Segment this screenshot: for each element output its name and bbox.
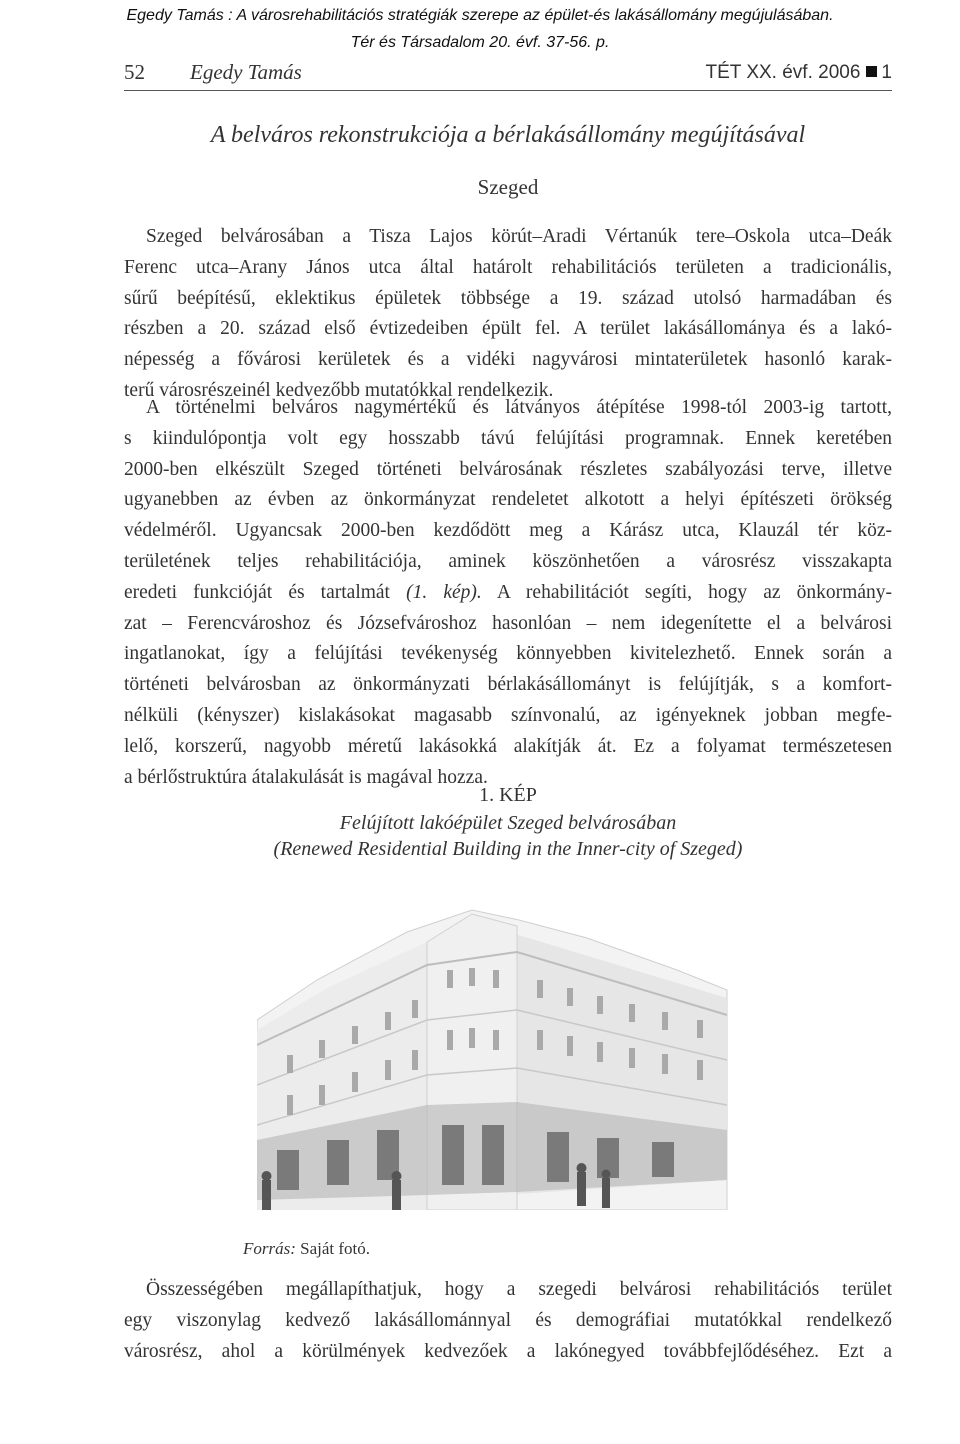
text-fragment: eredeti funkcióját és tartalmát <box>124 581 390 603</box>
running-author: Egedy Tamás <box>190 60 302 84</box>
text-line: s kiindulópontja volt egy hosszabb távú felújítási programnak. Ennek keretében <box>124 427 892 449</box>
text-line: zat – Ferencvároshoz és Józsefvároshoz hasonlóan – nem idegenítette el a belvárosi <box>124 612 892 634</box>
page-number: 52 <box>124 60 145 84</box>
section-title: A belváros rekonstrukciója a bérlakásállomány megújításával <box>210 122 806 148</box>
figure-reference[interactable]: (1. kép). <box>406 581 482 603</box>
text-line: ugyanebben az évben az önkormányzat rendeletet alkotott a helyi építészeti örökség <box>124 489 892 511</box>
subsection-title: Szeged <box>477 175 539 199</box>
paragraph-2 <box>124 393 892 793</box>
text-line: Ferenc utca–Arany János utca által határolt rehabilitációs területen a tradicionális, <box>124 256 892 278</box>
text-fragment: A rehabilitációt segíti, hogy az önkormány- <box>481 581 892 603</box>
text-line: a bérlőstruktúra átalakulását is magával hozza. <box>124 766 488 788</box>
paragraph-1 <box>124 222 892 407</box>
figure-title-en: (Renewed Residential Building in the Inner-city of Szeged) <box>273 838 743 860</box>
text-line: terű városrészeinél kedvezőbb mutatókkal rendelkezik. <box>124 379 554 401</box>
running-header <box>124 56 892 91</box>
journal-reference <box>706 62 892 84</box>
text-line: történeti belvárosban az önkormányzati bérlakásállományt is felújítják, s a komfort- <box>124 674 892 696</box>
building-photo <box>257 880 747 1230</box>
text-line: népesség a fővárosi kerületek és a vidéki nagyvárosi mintaterületek hasonló karak- <box>124 349 892 371</box>
text-line: Összességében megállapíthatjuk, hogy a szegedi belvárosi rehabilitációs terület <box>146 1279 892 1300</box>
text-line: városrész, ahol a körülmények kedvezőek a lakónegyed továbbfejlődéséhez. Ezt a <box>124 1340 892 1362</box>
text-line-with-figure-ref <box>124 578 892 609</box>
citation-line-1: Egedy Tamás : A városrehabilitációs stratégiák szerepe az épület-és lakásállomány megújulásában. <box>126 7 834 24</box>
text-line: nélküli (kényszer) kislakásokat magasabb színvonalú, az igényeknek jobban megfe- <box>124 704 892 726</box>
figure-label: 1. KÉP <box>479 784 537 806</box>
journal-name: TÉT XX. évf. 2006 <box>705 62 861 83</box>
text-line: védelméről. Ugyancsak 2000-ben kezdődött meg a Kárász utca, Klauzál tér köz- <box>124 520 892 542</box>
figure-source <box>243 1239 370 1259</box>
text-line: egy viszonylag kedvező lakásállománnyal és demográfiai mutatókkal rendelkező <box>124 1309 892 1331</box>
paragraph-3 <box>124 1275 892 1367</box>
citation-line-2: Tér és Társadalom 20. évf. 37-56. p. <box>350 34 610 51</box>
text-line: lelő, korszerű, nagyobb méretű lakásokká alakítják át. Ez a folyamat természetesen <box>124 735 892 757</box>
source-text: Saját fotó. <box>295 1239 371 1258</box>
text-line: 2000-ben elkészült Szeged történeti belvárosának részletes szabályozási terve, illetve <box>124 458 892 480</box>
text-line: részben a 20. század első évtizedeiben épült fel. A terület lakásállománya és a lakó- <box>124 318 892 340</box>
text-line: A történelmi belváros nagymértékű és látványos átépítése 1998-tól 2003-ig tartott, <box>146 397 892 418</box>
text-line: Szeged belvárosában a Tisza Lajos körút–Aradi Vértanúk tere–Oskola utca–Deák <box>146 226 892 247</box>
text-line: ingatlanokat, így a felújítási tevékenység könnyebben kivitelezhető. Ennek során a <box>124 643 892 665</box>
source-label: Forrás: <box>243 1239 296 1258</box>
issue-number: 1 <box>881 62 892 83</box>
square-bullet-icon <box>866 66 877 77</box>
text-line: sűrű beépítésű, eklektikus épületek többsége a 19. század utolsó harmadában és <box>124 287 892 309</box>
text-line: területének teljes rehabilitációja, aminek köszönhetően a városrész visszakapta <box>124 550 892 572</box>
figure-title-hu: Felújított lakóépület Szeged belvárosában <box>339 812 677 834</box>
